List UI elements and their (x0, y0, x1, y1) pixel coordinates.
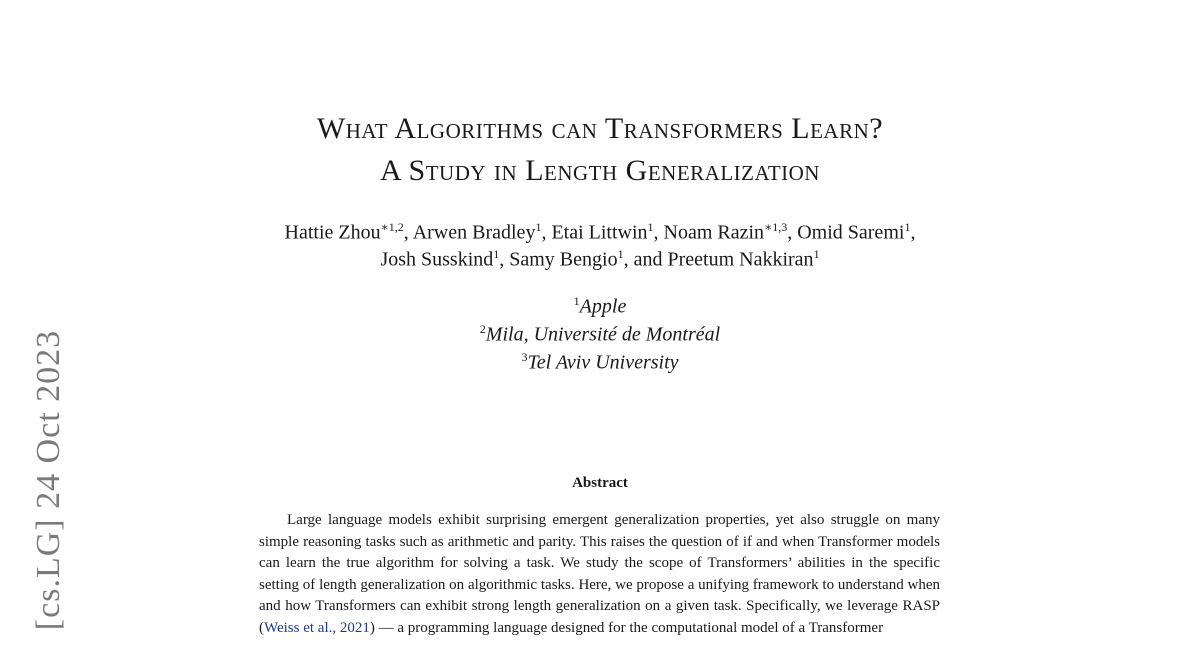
author-name: Etai Littwin (551, 221, 648, 244)
affiliation-apple (0, 294, 1200, 319)
affiliation-tel-aviv (0, 350, 1200, 375)
citation-link[interactable]: Weiss et al., 2021 (264, 619, 370, 636)
author-affiliation-mark: ∗1,2 (380, 220, 404, 234)
author-separator: , (910, 221, 916, 244)
paper-title-line-1: What Algorithms can Transformers Learn? (316, 112, 884, 145)
author-affiliation-mark: 1 (813, 247, 820, 261)
abstract-heading: Abstract (572, 475, 628, 491)
abstract-text-continued: ) — a programming language designed for the computational model of a Transformer (369, 619, 884, 636)
author-name: Josh Susskind (380, 248, 494, 271)
author-name: Preetum Nakkiran (667, 248, 814, 271)
affiliation-mark: 2 (479, 322, 486, 336)
author-name: Samy Bengio (509, 248, 618, 271)
author-list-line-2 (0, 247, 1200, 272)
arxiv-stamp-text: [cs.LG] 24 Oct 2023 (30, 329, 68, 631)
author-affiliation-mark: 1 (535, 220, 542, 234)
affiliation-mila (0, 322, 1200, 347)
author-list-line-1 (0, 220, 1200, 245)
abstract-body (259, 510, 940, 639)
affiliation-mark: 3 (521, 350, 528, 364)
author-affiliation-mark: 1 (904, 220, 911, 234)
author-separator: , (403, 221, 413, 244)
affiliation-mark: 1 (573, 294, 580, 308)
author-separator: , (787, 221, 798, 244)
author-affiliation-mark: ∗1,3 (764, 220, 788, 234)
affiliation-name: Apple (579, 295, 627, 318)
author-separator: , (541, 221, 552, 244)
affiliation-name: Mila, Université de Montréal (485, 323, 721, 346)
author-separator: , (499, 248, 510, 271)
author-name: Arwen Bradley (412, 221, 536, 244)
abstract-text: Large language models exhibit surprising emergent generalization properties, yet also struggle on many simple reasoning tasks such as arithmetic and parity. This raises the question of if and when Transformer models can learn the true algorithm for solving a task. We study the scope of Transformers’ abilities in the specific setting of length generalization on algorithmic tasks. Here, we propose a unifying framework to understand when and how Transformers can exhibit strong length generalization on a given task. Specifically, we leverage RASP ( (259, 512, 940, 636)
author-affiliation-mark: 1 (617, 247, 624, 261)
author-name: Noam Razin (663, 221, 765, 244)
author-separator: , and (623, 248, 668, 271)
author-name: Hattie Zhou (284, 221, 381, 244)
author-affiliation-mark: 1 (647, 220, 654, 234)
author-name: Omid Saremi (797, 221, 905, 244)
author-affiliation-mark: 1 (493, 247, 500, 261)
author-separator: , (653, 221, 664, 244)
affiliation-name: Tel Aviv University (527, 351, 679, 374)
paper-title-line-2: A Study in Length Generalization (380, 154, 820, 187)
